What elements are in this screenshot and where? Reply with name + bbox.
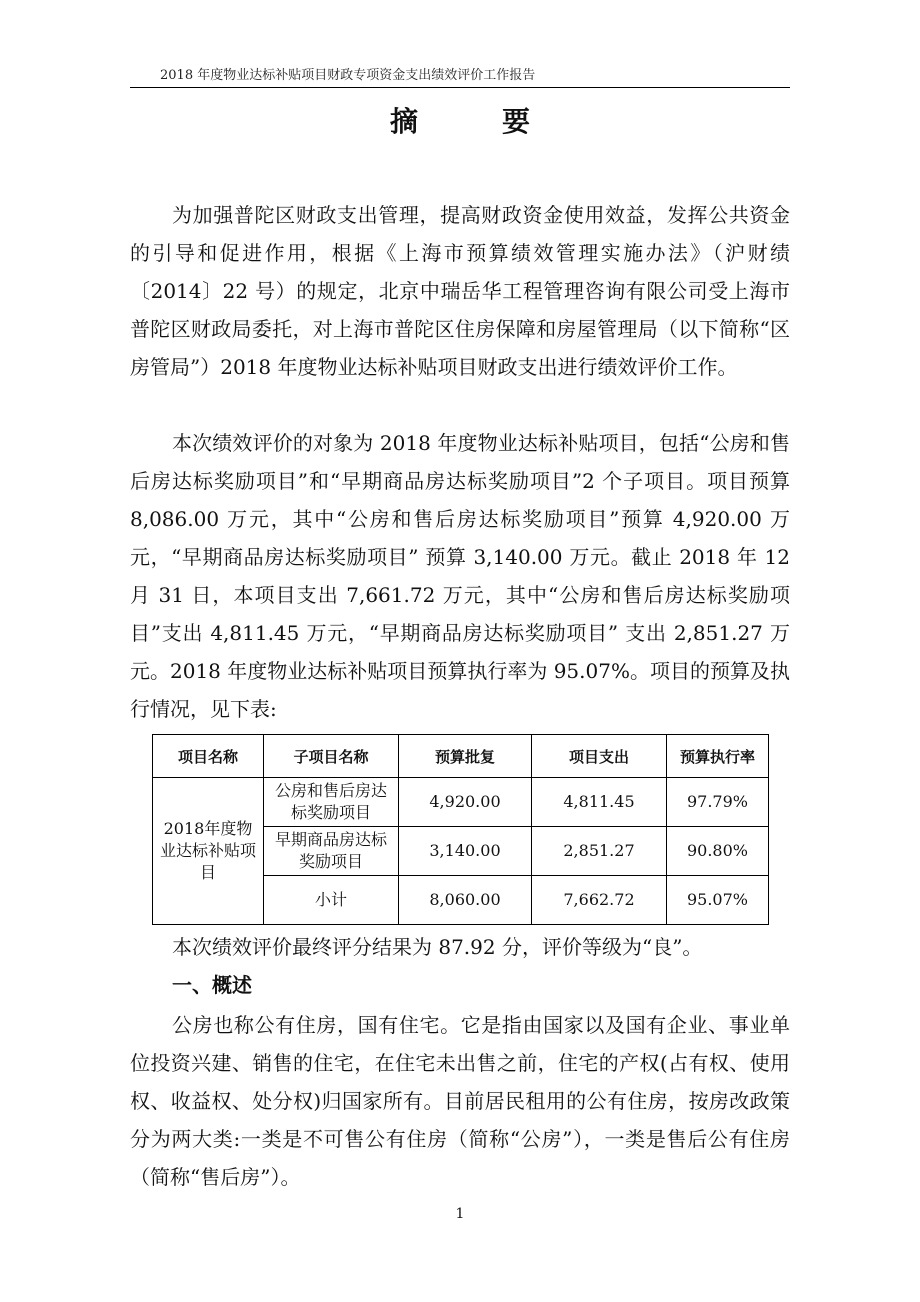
project-name-cell: 2018年度物业达标补贴项目 xyxy=(153,778,264,925)
table-header-cell: 项目支出 xyxy=(532,735,667,778)
paragraph-text: 本次绩效评价的对象为 2018 年度物业达标补贴项目，包括“公房和售后房达标奖励项目”和“早期商品房达标奖励项目”2 个子项目。项目预算 8,086.00 万元，其中“公房和售后房达标奖励项目”预算 4,920.00 万元，“早期商品房达标奖励项目” 预算 3,140.00 万元。截止 2018 年 12 月 31 日，本项目支出 7,661.72 万元，其中“公房和售后房达标奖励项目”支出 4,811.45 万元，“早期商品房达标奖励项目” 支出 2,851.27 万元。2018 年度物业达标补贴项目预算执行率为 95.07%。项目的预算及执行情况，见下表: xyxy=(130,431,790,721)
rate-cell: 95.07% xyxy=(667,876,769,925)
spend-cell: 4,811.45 xyxy=(532,778,667,827)
budget-cell: 8,060.00 xyxy=(399,876,532,925)
rate-cell: 97.79% xyxy=(667,778,769,827)
sub-project-cell: 公房和售后房达标奖励项目 xyxy=(264,778,399,827)
subtotal-label-cell: 小计 xyxy=(264,876,399,925)
spend-cell: 7,662.72 xyxy=(532,876,667,925)
table-header-cell: 子项目名称 xyxy=(264,735,399,778)
budget-cell: 4,920.00 xyxy=(399,778,532,827)
paragraph-text: 公房也称公有住房，国有住宅。它是指由国家以及国有企业、事业单位投资兴建、销售的住宅，在住宅未出售之前，住宅的产权(占有权、使用权、收益权、处分权)归国家所有。目前居民租用的公有住房，按房改政策分为两大类:一类是不可售公有住房（简称“公房”），一类是售后公有住房（简称“售后房”）。 xyxy=(130,1013,790,1189)
paragraph-overview xyxy=(130,1006,790,1196)
paragraph-scope xyxy=(130,424,790,728)
page-title: 摘 要 xyxy=(389,105,558,138)
paragraph-intro xyxy=(130,196,790,386)
sub-project-cell: 早期商品房达标奖励项目 xyxy=(264,827,399,876)
rate-cell: 90.80% xyxy=(667,827,769,876)
table-header-row xyxy=(153,735,769,778)
section-heading: 一、概述 xyxy=(172,973,252,997)
paragraph-text: 本次绩效评价最终评分结果为 87.92 分，评价等级为“良”。 xyxy=(172,935,703,959)
table-header-cell: 预算批复 xyxy=(399,735,532,778)
spend-cell: 2,851.27 xyxy=(532,827,667,876)
paragraph-text: 为加强普陀区财政支出管理，提高财政资金使用效益，发挥公共资金的引导和促进作用，根据《上海市预算绩效管理实施办法》（沪财绩〔2014〕22 号）的规定，北京中瑞岳华工程管理咨询有限公司受上海市普陀区财政局委托，对上海市普陀区住房保障和房屋管理局（以下简称“区房管局”）2018 年度物业达标补贴项目财政支出进行绩效评价工作。 xyxy=(130,203,790,379)
table-header-cell: 预算执行率 xyxy=(667,735,769,778)
paragraph-result xyxy=(130,928,790,966)
table-row xyxy=(153,778,769,827)
page-number: 1 xyxy=(455,1206,465,1222)
budget-cell: 3,140.00 xyxy=(399,827,532,876)
budget-table xyxy=(152,734,769,925)
running-header: 2018 年度物业达标补贴项目财政专项资金支出绩效评价工作报告 xyxy=(130,64,790,88)
table-header-cell: 项目名称 xyxy=(153,735,264,778)
